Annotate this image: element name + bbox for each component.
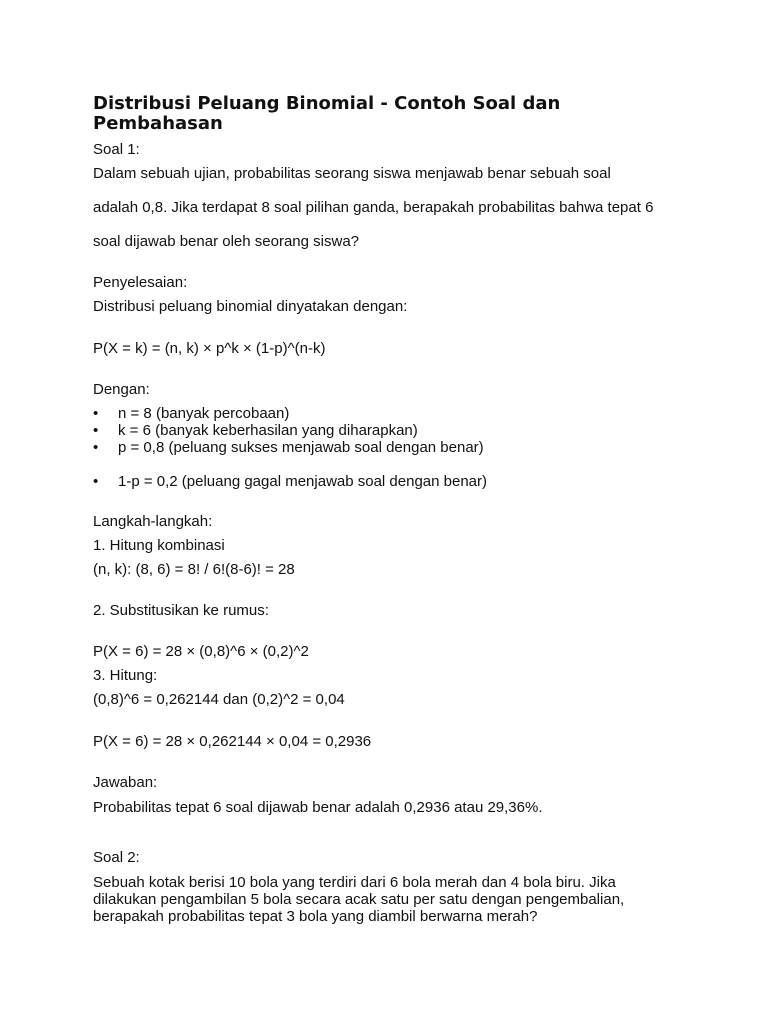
list-item: • 1-p = 0,2 (peluang gagal menjawab soal dengan benar) — [93, 473, 693, 490]
distribusi-intro: Distribusi peluang binomial dinyatakan dengan: — [93, 298, 408, 315]
soal2-line-3: berapakah probabilitas tepat 3 bola yang diambil berwarna merah? — [93, 908, 538, 925]
list-item: • p = 0,8 (peluang sukses menjawab soal dengan benar) — [93, 439, 693, 456]
step1-label: 1. Hitung kombinasi — [93, 537, 225, 554]
step2-label: 2. Substitusikan ke rumus: — [93, 602, 269, 619]
dengan-label: Dengan: — [93, 381, 150, 398]
list-item: • n = 8 (banyak percobaan) — [93, 405, 693, 422]
jawaban-text: Probabilitas tepat 6 soal dijawab benar adalah 0,2936 atau 29,36%. — [93, 799, 543, 816]
step1-calc: (n, k): (8, 6) = 8! / 6!(8-6)! = 28 — [93, 561, 295, 578]
langkah-label: Langkah-langkah: — [93, 513, 213, 530]
soal2-line-2: dilakukan pengambilan 5 bola secara acak satu per satu dengan pengembalian, — [93, 891, 625, 908]
soal1-line-3: soal dijawab benar oleh seorang siswa? — [93, 233, 360, 250]
step3-calc: (0,8)^6 = 0,262144 dan (0,2)^2 = 0,04 — [93, 691, 345, 708]
binomial-formula: P(X = k) = (n, k) × p^k × (1-p)^(n-k) — [93, 340, 326, 357]
soal1-label: Soal 1: — [93, 141, 140, 158]
list-item: • k = 6 (banyak keberhasilan yang diharapkan) — [93, 422, 693, 439]
document-title: Distribusi Peluang Binomial - Contoh Soal dan Pembahasan — [93, 93, 561, 134]
jawaban-label: Jawaban: — [93, 774, 158, 791]
soal2-line-1: Sebuah kotak berisi 10 bola yang terdiri dari 6 bola merah dan 4 bola biru. Jika — [93, 874, 616, 891]
step3-label: 3. Hitung: — [93, 667, 158, 684]
step3-result: P(X = 6) = 28 × 0,262144 × 0,04 = 0,2936 — [93, 733, 372, 750]
document-page — [93, 94, 693, 925]
soal2-label: Soal 2: — [93, 849, 140, 866]
penyelesaian-label: Penyelesaian: — [93, 274, 188, 291]
step2-calc: P(X = 6) = 28 × (0,8)^6 × (0,2)^2 — [93, 643, 309, 660]
soal1-line-1: Dalam sebuah ujian, probabilitas seorang siswa menjawab benar sebuah soal — [93, 165, 611, 182]
parameter-list — [93, 405, 693, 490]
soal1-line-2: adalah 0,8. Jika terdapat 8 soal pilihan ganda, berapakah probabilitas bahwa tepat 6 — [93, 199, 654, 216]
